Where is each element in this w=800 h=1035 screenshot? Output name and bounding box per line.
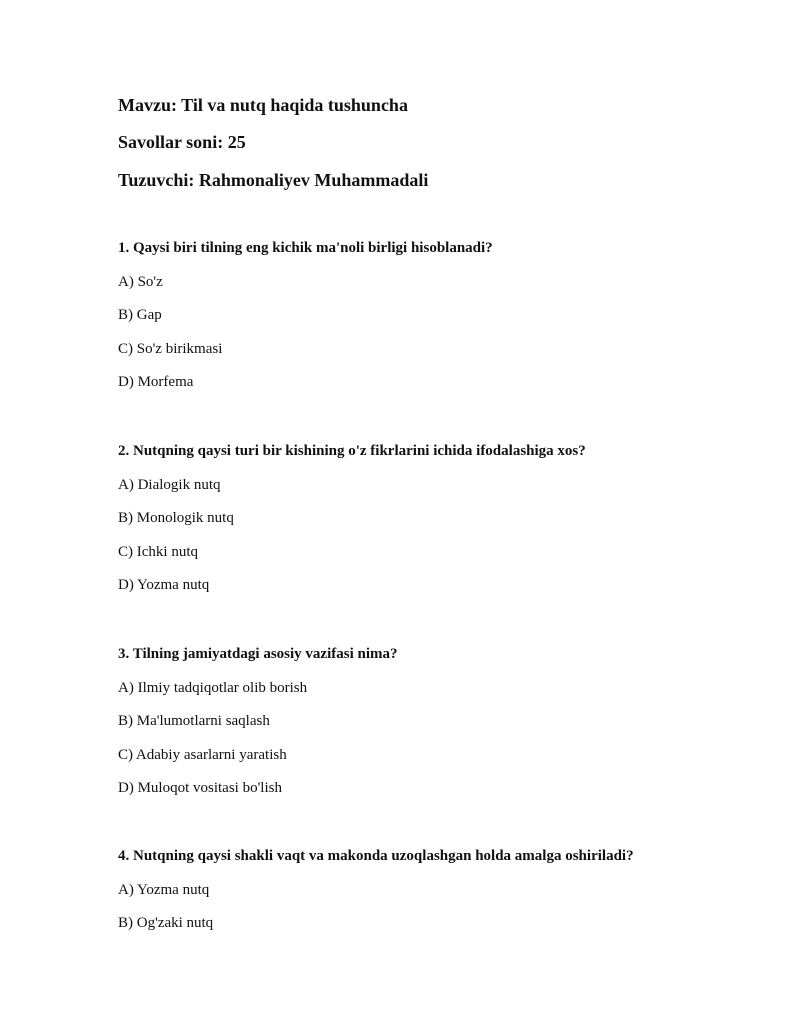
option-d: D) Yozma nutq [118, 577, 210, 593]
option-b: B) Gap [118, 307, 162, 323]
option-c: C) So'z birikmasi [118, 340, 223, 357]
topic-heading: Mavzu: Til va nutq haqida tushuncha [118, 95, 408, 115]
option-b: B) Ma'lumotlarni saqlash [118, 713, 270, 729]
option-d: D) Morfema [118, 374, 194, 390]
option-d: D) Muloqot vositasi bo'lish [118, 780, 282, 796]
option-c: C) Adabiy asarlarni yaratish [118, 746, 287, 763]
option-c: C) Ichki nutq [118, 543, 198, 560]
option-list [118, 880, 758, 934]
option-b: B) Og'zaki nutq [118, 915, 214, 931]
option-list [118, 678, 758, 799]
option-b: B) Monologik nutq [118, 510, 234, 526]
option-a: A) Dialogik nutq [118, 476, 221, 493]
question-1 [118, 238, 758, 392]
author-heading: Tuzuvchi: Rahmonaliyev Muhammadali [118, 170, 429, 190]
question-2 [118, 441, 758, 595]
question-text: 3. Tilning jamiyatdagi asosiy vazifasi nima? [118, 646, 398, 662]
option-a: A) So'z [118, 273, 163, 290]
option-list [118, 272, 758, 393]
option-list [118, 475, 758, 596]
question-3 [118, 644, 758, 798]
question-count-heading: Savollar soni: 25 [118, 132, 246, 152]
question-text: 1. Qaysi biri tilning eng kichik ma'noli birligi hisoblanadi? [118, 240, 493, 256]
question-text: 2. Nutqning qaysi turi bir kishining o'z fikrlarini ichida ifodalashiga xos? [118, 443, 586, 459]
question-text: 4. Nutqning qaysi shakli vaqt va makonda uzoqlashgan holda amalga oshiriladi? [118, 848, 634, 864]
option-a: A) Yozma nutq [118, 881, 210, 898]
option-a: A) Ilmiy tadqiqotlar olib borish [118, 679, 308, 696]
question-4 [118, 846, 758, 933]
